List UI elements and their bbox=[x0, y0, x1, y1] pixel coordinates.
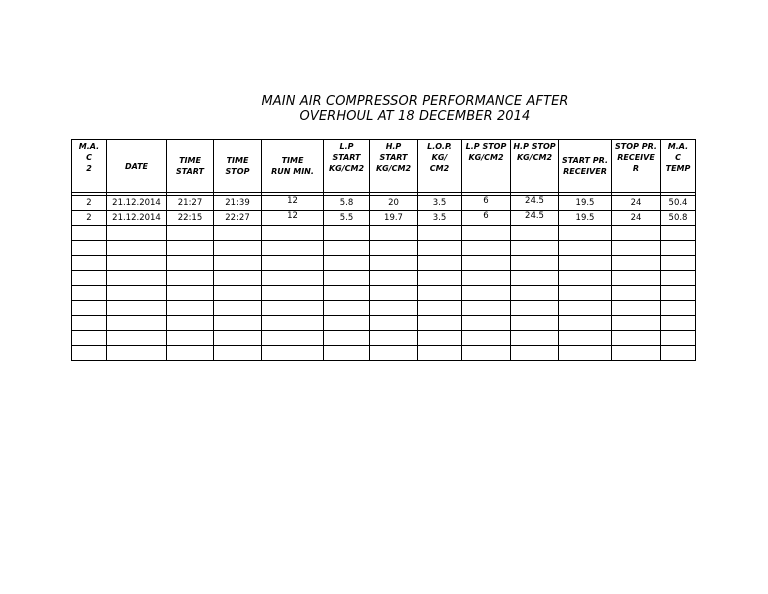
empty-cell bbox=[559, 226, 612, 241]
empty-row bbox=[72, 301, 696, 316]
empty-cell bbox=[324, 256, 370, 271]
empty-row bbox=[72, 226, 696, 241]
empty-cell bbox=[214, 346, 262, 361]
empty-cell bbox=[262, 286, 324, 301]
empty-cell bbox=[418, 346, 462, 361]
table-cell: 22:27 bbox=[214, 211, 262, 226]
empty-cell bbox=[612, 241, 661, 256]
empty-cell bbox=[661, 286, 696, 301]
table-cell: 19.5 bbox=[559, 211, 612, 226]
table-cell: 6 bbox=[462, 211, 511, 226]
table-cell: 20 bbox=[370, 196, 418, 211]
table-cell: 21.12.2014 bbox=[107, 196, 167, 211]
header-hp-stop: H.P STOP KG/CM2 bbox=[511, 140, 559, 193]
empty-cell bbox=[324, 331, 370, 346]
empty-cell bbox=[72, 271, 107, 286]
empty-cell bbox=[107, 241, 167, 256]
empty-cell bbox=[324, 241, 370, 256]
empty-cell bbox=[661, 271, 696, 286]
empty-cell bbox=[612, 256, 661, 271]
empty-cell bbox=[72, 301, 107, 316]
empty-cell bbox=[324, 226, 370, 241]
empty-cell bbox=[511, 241, 559, 256]
empty-cell bbox=[72, 286, 107, 301]
empty-cell bbox=[324, 316, 370, 331]
empty-cell bbox=[370, 271, 418, 286]
empty-cell bbox=[324, 286, 370, 301]
empty-cell bbox=[612, 286, 661, 301]
empty-cell bbox=[559, 331, 612, 346]
empty-cell bbox=[511, 256, 559, 271]
empty-cell bbox=[612, 316, 661, 331]
table-cell: 24 bbox=[612, 211, 661, 226]
empty-cell bbox=[511, 226, 559, 241]
table-cell: 6 bbox=[462, 196, 511, 211]
table-cell: 12 bbox=[262, 196, 324, 211]
empty-cell bbox=[107, 301, 167, 316]
empty-cell bbox=[107, 346, 167, 361]
table-cell: 50.8 bbox=[661, 211, 696, 226]
empty-cell bbox=[370, 286, 418, 301]
empty-row bbox=[72, 346, 696, 361]
table-cell: 3.5 bbox=[418, 196, 462, 211]
empty-cell bbox=[462, 286, 511, 301]
empty-cell bbox=[559, 241, 612, 256]
header-row bbox=[72, 140, 696, 193]
empty-cell bbox=[559, 346, 612, 361]
table-cell: 50.4 bbox=[661, 196, 696, 211]
table-cell: 5.8 bbox=[324, 196, 370, 211]
empty-cell bbox=[167, 241, 214, 256]
empty-cell bbox=[214, 316, 262, 331]
empty-cell bbox=[511, 271, 559, 286]
empty-cell bbox=[559, 316, 612, 331]
empty-cell bbox=[72, 346, 107, 361]
empty-cell bbox=[418, 301, 462, 316]
header-mac-temp: M.A. C TEMP bbox=[661, 140, 696, 193]
table-cell: 19.7 bbox=[370, 211, 418, 226]
empty-cell bbox=[72, 226, 107, 241]
empty-cell bbox=[107, 331, 167, 346]
empty-cell bbox=[167, 286, 214, 301]
header-lop: L.O.P. KG/ CM2 bbox=[418, 140, 462, 193]
empty-cell bbox=[559, 301, 612, 316]
empty-cell bbox=[214, 286, 262, 301]
title-line-2: OVERHOUL AT 18 DECEMBER 2014 bbox=[299, 109, 531, 124]
empty-cell bbox=[462, 241, 511, 256]
empty-cell bbox=[462, 316, 511, 331]
empty-cell bbox=[72, 256, 107, 271]
table-cell: 3.5 bbox=[418, 211, 462, 226]
empty-cell bbox=[661, 346, 696, 361]
empty-cell bbox=[418, 271, 462, 286]
empty-cell bbox=[167, 256, 214, 271]
empty-cell bbox=[107, 286, 167, 301]
table-body bbox=[72, 193, 696, 361]
header-stop-pr-receiver: STOP PR. RECEIVE R bbox=[612, 140, 661, 193]
table-cell: 21:39 bbox=[214, 196, 262, 211]
empty-cell bbox=[661, 331, 696, 346]
empty-row bbox=[72, 316, 696, 331]
empty-row bbox=[72, 286, 696, 301]
empty-row bbox=[72, 241, 696, 256]
performance-table bbox=[71, 139, 696, 361]
table-cell: 24 bbox=[612, 196, 661, 211]
empty-cell bbox=[167, 331, 214, 346]
empty-cell bbox=[612, 301, 661, 316]
empty-cell bbox=[107, 226, 167, 241]
table-row bbox=[72, 211, 696, 226]
empty-cell bbox=[72, 316, 107, 331]
empty-cell bbox=[167, 271, 214, 286]
empty-cell bbox=[167, 316, 214, 331]
empty-cell bbox=[559, 286, 612, 301]
empty-cell bbox=[661, 256, 696, 271]
empty-cell bbox=[107, 316, 167, 331]
table-cell: 24.5 bbox=[511, 196, 559, 211]
empty-cell bbox=[214, 301, 262, 316]
header-time-stop: TIME STOP bbox=[214, 140, 262, 193]
empty-cell bbox=[559, 256, 612, 271]
table-row bbox=[72, 196, 696, 211]
header-start-pr-receiver: START PR. RECEIVER bbox=[559, 140, 612, 193]
empty-cell bbox=[214, 256, 262, 271]
empty-cell bbox=[612, 346, 661, 361]
empty-cell bbox=[262, 256, 324, 271]
empty-cell bbox=[72, 241, 107, 256]
empty-cell bbox=[661, 301, 696, 316]
empty-cell bbox=[370, 226, 418, 241]
header-mac: M.A. C 2 bbox=[72, 140, 107, 193]
header-lp-stop: L.P STOP KG/CM2 bbox=[462, 140, 511, 193]
empty-cell bbox=[511, 331, 559, 346]
empty-cell bbox=[167, 301, 214, 316]
header-hp-start: H.P START KG/CM2 bbox=[370, 140, 418, 193]
empty-cell bbox=[661, 241, 696, 256]
table-cell: 24.5 bbox=[511, 211, 559, 226]
table-cell: 21:27 bbox=[167, 196, 214, 211]
empty-row bbox=[72, 271, 696, 286]
empty-cell bbox=[612, 226, 661, 241]
header-lp-start: L.P START KG/CM2 bbox=[324, 140, 370, 193]
empty-cell bbox=[324, 301, 370, 316]
header-time-start: TIME START bbox=[167, 140, 214, 193]
empty-cell bbox=[462, 271, 511, 286]
table-cell: 21.12.2014 bbox=[107, 211, 167, 226]
empty-cell bbox=[262, 241, 324, 256]
empty-cell bbox=[262, 331, 324, 346]
empty-cell bbox=[370, 331, 418, 346]
empty-cell bbox=[418, 226, 462, 241]
empty-cell bbox=[167, 346, 214, 361]
empty-cell bbox=[72, 331, 107, 346]
empty-cell bbox=[262, 301, 324, 316]
table-cell: 19.5 bbox=[559, 196, 612, 211]
table-cell: 22:15 bbox=[167, 211, 214, 226]
empty-cell bbox=[370, 256, 418, 271]
empty-cell bbox=[262, 316, 324, 331]
empty-cell bbox=[214, 226, 262, 241]
empty-cell bbox=[324, 271, 370, 286]
empty-cell bbox=[262, 346, 324, 361]
empty-cell bbox=[511, 286, 559, 301]
empty-cell bbox=[167, 226, 214, 241]
empty-cell bbox=[612, 271, 661, 286]
empty-cell bbox=[214, 241, 262, 256]
empty-cell bbox=[418, 331, 462, 346]
empty-cell bbox=[418, 316, 462, 331]
document-title bbox=[70, 94, 760, 124]
header-time-run: TIME RUN MIN. bbox=[262, 140, 324, 193]
empty-row bbox=[72, 331, 696, 346]
title-line-1: MAIN AIR COMPRESSOR PERFORMANCE AFTER bbox=[261, 94, 569, 109]
empty-cell bbox=[511, 316, 559, 331]
empty-cell bbox=[661, 316, 696, 331]
empty-cell bbox=[462, 256, 511, 271]
table-cell: 2 bbox=[72, 196, 107, 211]
empty-cell bbox=[462, 346, 511, 361]
table-cell: 12 bbox=[262, 211, 324, 226]
empty-cell bbox=[214, 331, 262, 346]
empty-cell bbox=[612, 331, 661, 346]
empty-cell bbox=[418, 256, 462, 271]
empty-cell bbox=[107, 271, 167, 286]
header-date: DATE bbox=[107, 140, 167, 193]
empty-cell bbox=[511, 346, 559, 361]
empty-cell bbox=[370, 301, 418, 316]
empty-cell bbox=[370, 241, 418, 256]
empty-cell bbox=[262, 271, 324, 286]
empty-row bbox=[72, 256, 696, 271]
table-cell: 2 bbox=[72, 211, 107, 226]
empty-cell bbox=[418, 241, 462, 256]
empty-cell bbox=[462, 301, 511, 316]
empty-cell bbox=[214, 271, 262, 286]
empty-cell bbox=[661, 226, 696, 241]
table-cell: 5.5 bbox=[324, 211, 370, 226]
empty-cell bbox=[462, 226, 511, 241]
empty-cell bbox=[511, 301, 559, 316]
empty-cell bbox=[559, 271, 612, 286]
empty-cell bbox=[462, 331, 511, 346]
empty-cell bbox=[107, 256, 167, 271]
empty-cell bbox=[370, 346, 418, 361]
empty-cell bbox=[370, 316, 418, 331]
empty-cell bbox=[324, 346, 370, 361]
empty-cell bbox=[262, 226, 324, 241]
empty-cell bbox=[418, 286, 462, 301]
